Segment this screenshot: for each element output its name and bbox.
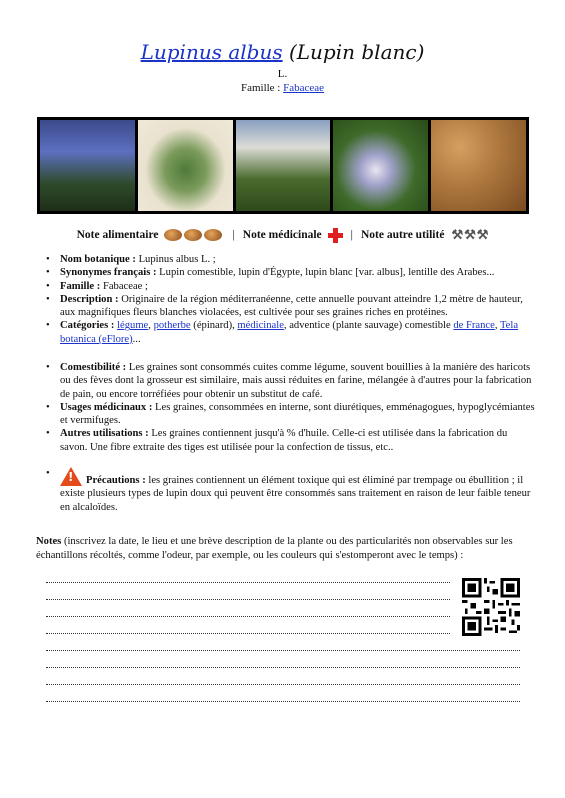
note-line[interactable] (46, 684, 520, 685)
list-item: • Catégories : légume, potherbe (épinard), médicinale, adventice (plante sauvage) comestible de France, Tela botanica (eFlore)... (46, 319, 536, 346)
photo-flower-closeup (333, 120, 428, 211)
list-item: • ! Précautions : les graines contiennent un élément toxique qui est éliminé par trempage ou ébullition ; il existe plusieurs types de lupin doux qui peuvent être consommés sans traitement en raison de leur faible teneur en alcaloïdes. (46, 467, 536, 514)
category-link[interactable]: potherbe (153, 320, 191, 332)
note-line[interactable] (46, 599, 450, 600)
photo-strip (37, 117, 529, 214)
uses-list (46, 361, 536, 454)
photo-seeds (431, 120, 526, 211)
common-name: (Lupin blanc) (288, 40, 425, 64)
list-item: • Usages médicinaux : Les graines, consommées en interne, sont diurétiques, emménagogues, hypoglycémiantes et vermifuges. (46, 401, 536, 428)
category-link[interactable]: de France (453, 320, 495, 332)
list-item: • Synonymes français : Lupin comestible, lupin d'Égypte, lupin blanc [var. albus], lentille des Arabes... (46, 266, 536, 279)
separator: | (232, 229, 235, 241)
page-title (0, 40, 565, 64)
seed-icon (184, 229, 202, 241)
warning-icon: • ! (60, 467, 82, 486)
list-item: • Autres utilisations : Les graines contiennent jusqu'à % d'huile. Celle-ci est utilisée dans la fabrication du savon. Une fibre extraite des tiges est utilisée pour la confection de tissus, etc.. (46, 427, 536, 454)
list-item: • Description : Originaire de la région méditerranéenne, cette annuelle pouvant atteindre 1,2 mètre de hauteur, aux magnifiques fleurs blanches violacées, est cultivée pour ses graines riches en protéines. (46, 293, 536, 320)
tools-icon: ⚒ (451, 227, 464, 242)
family-line (0, 82, 565, 94)
list-item: • Nom botanique : Lupinus albus L. ; (46, 253, 536, 266)
notes-instructions: Notes (inscrivez la date, le lieu et une brève description de la plante ou des particularités non observables sur les échantillons récoltés, comme l'odeur, par exemple, ou les couleurs qui s'estomperont avec le temps) : (36, 536, 513, 561)
category-link[interactable]: médicinale (237, 320, 284, 332)
precautions-list (46, 467, 536, 514)
author: L. (277, 68, 288, 80)
separator: | (350, 229, 353, 241)
category-link[interactable]: légume (117, 320, 149, 332)
category-link[interactable]: Tela botanica (eFlore) (60, 320, 519, 345)
seed-icon (204, 229, 222, 241)
food-rating-label: Note alimentaire (76, 229, 159, 241)
note-line[interactable] (46, 667, 520, 668)
medicinal-rating-label: Note médicinale (242, 229, 322, 241)
ratings-row (0, 227, 565, 243)
note-line[interactable] (46, 701, 520, 702)
tools-icon: ⚒ (464, 227, 476, 242)
qr-code-icon (462, 578, 520, 636)
photo-white-flowers (236, 120, 331, 211)
note-line[interactable] (46, 650, 520, 651)
photo-flower-spikes (40, 120, 135, 211)
note-line[interactable] (46, 616, 450, 617)
list-item: • Comestibilité : Les graines sont consommés cuites comme légume, souvent bouillies à la manière des haricots ou des fèves dont la grosseur est similaire, mais aussi réduites en farine, mélangée à d'autres pour la fabrication de pain, ou encore torréfiées pour obtenir un substitut de café. (46, 361, 536, 401)
scientific-name-link[interactable]: Lupinus albus (140, 40, 283, 64)
other-rating-label: Note autre utilité (360, 229, 445, 241)
family-link[interactable]: Fabaceae (283, 82, 325, 94)
photo-botanical-illustration (138, 120, 233, 211)
seed-icon (164, 229, 182, 241)
info-list (46, 253, 536, 346)
other-rating (450, 227, 488, 243)
tools-icon: ⚒ (476, 227, 489, 242)
food-rating (164, 229, 224, 241)
note-line[interactable] (46, 633, 450, 634)
family-label: Famille : (240, 82, 284, 94)
medical-cross-icon (328, 228, 343, 243)
note-line[interactable] (46, 582, 450, 583)
list-item: • Famille : Fabaceae ; (46, 280, 536, 293)
